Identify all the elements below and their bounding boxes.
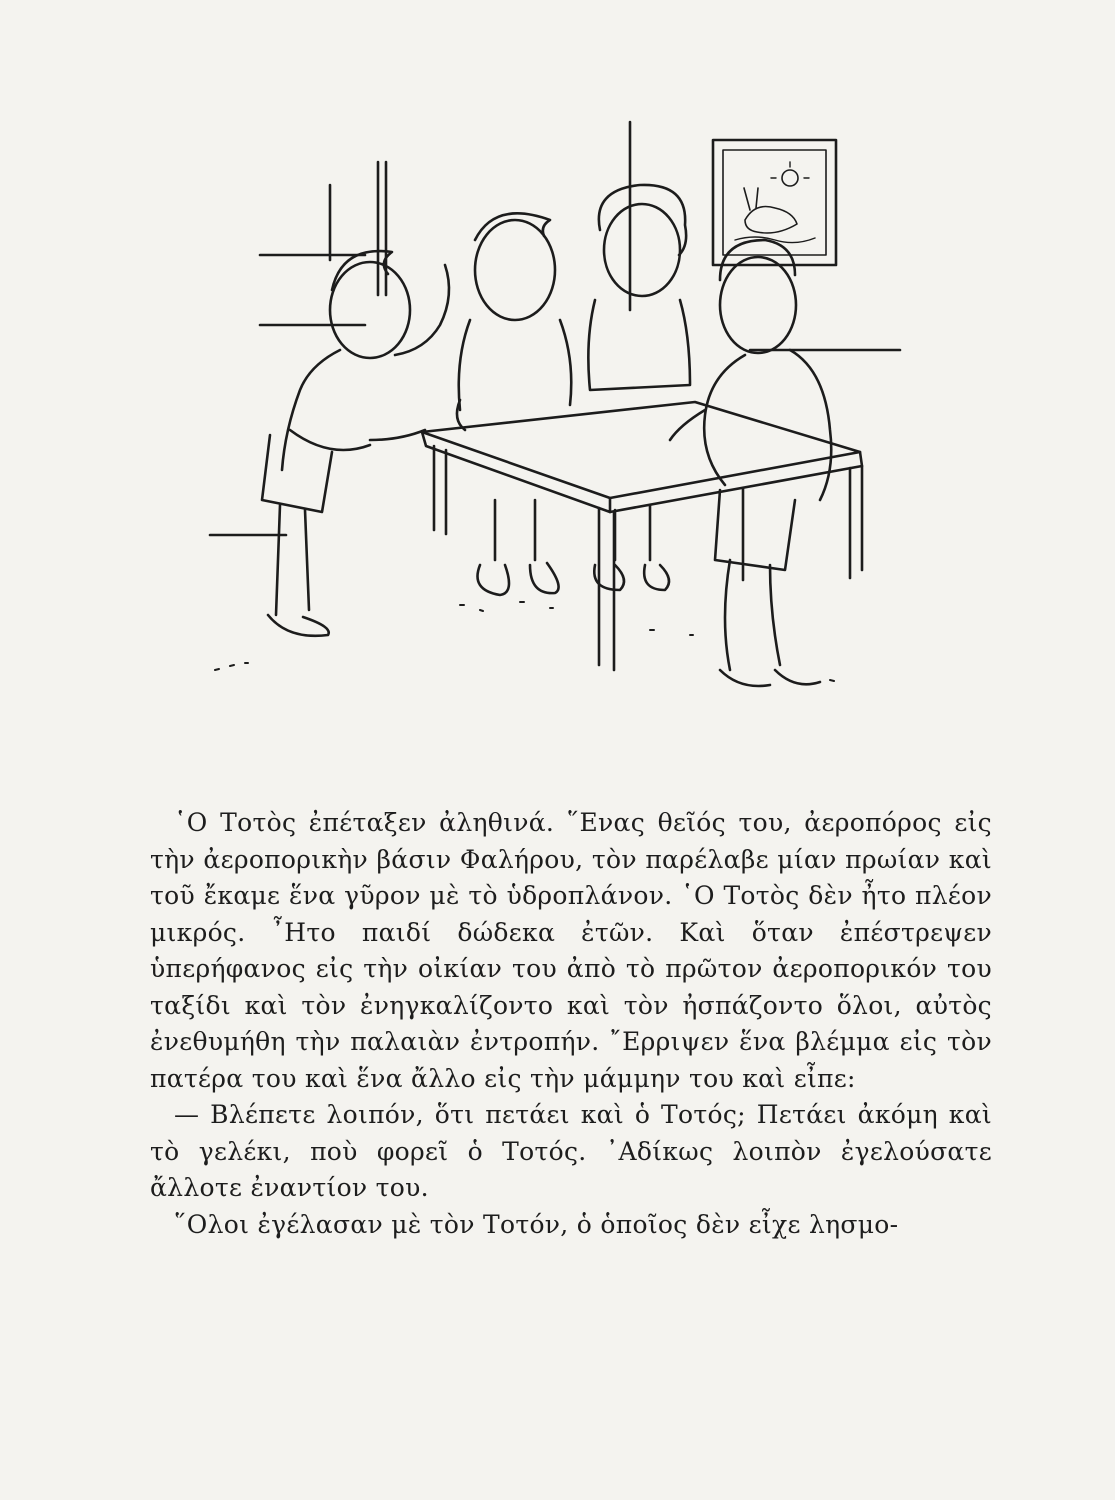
boy-left-figure xyxy=(262,251,449,636)
framed-drawing-icon xyxy=(713,140,836,265)
paragraph-dialogue: — Βλέπετε λοιπόν, ὅτι πετάει καὶ ὁ Τοτός; Πετάει ἀκόμη καὶ τὸ γελέκι, ποὺ φορεῖ ὁ Τοτός. ᾿Αδίκως λοιπὸν ἐγελούσατε ἄλλοτε ἐναντίον του. xyxy=(150,1100,992,1202)
children-at-table-illustration xyxy=(190,110,910,710)
boy-tongue-figure xyxy=(457,213,571,595)
paragraph-narration: ῾Ο Τοτὸς ἐπέταξεν ἀληθινά. ῞Ενας θεῖός του, ἀεροπόρος εἰς τὴν ἀεροπορικὴν βάσιν Φαλήρου, τὸν παρέλαβε μίαν πρωίαν καὶ τοῦ ἔκαμε ἕνα γῦρον μὲ τὸ ὑδροπλάνον. ῾Ο Τοτὸς δὲν ἦτο πλέον μικρός. ῏Ητο παιδί δώδεκα ἐτῶν. Καὶ ὅταν ἐπέστρεψεν ὑπερήφανος εἰς τὴν οἰκίαν του ἀπὸ τὸ πρῶτον ἀεροπορικόν του ταξίδι καὶ τὸν ἐνηγκαλίζοντο καὶ τὸν ἠσπάζοντο ὅλοι, αὐτὸς ἐνεθυμήθη τὴν παλαιὰν ἐντροπήν. ῎Ερριψεν ἕνα βλέμμα εἰς τὸν πατέρα του καὶ ἕνα ἄλλο εἰς τὴν μάμμην του καὶ εἶπε: xyxy=(150,808,992,1093)
paragraph-continuation: ῞Ολοι ἐγέλασαν μὲ τὸν Τοτόν, ὁ ὁποῖος δὲν εἶχε λησμο- xyxy=(174,1209,899,1239)
girl-figure xyxy=(588,185,690,590)
story-text xyxy=(150,805,992,1243)
